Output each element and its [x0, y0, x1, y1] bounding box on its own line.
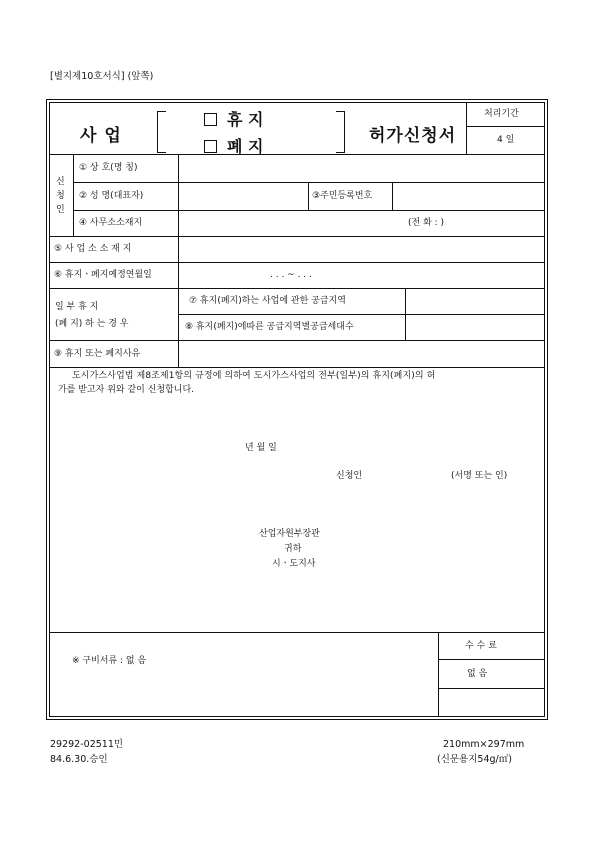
footer-paper-type: (신문용지54g/㎡)	[437, 754, 512, 765]
option-suspend: 휴 지	[204, 107, 263, 130]
partial-label-line2: (폐 지) 하 는 경 우	[55, 319, 129, 329]
footer-approval-date: 84.6.30.승인	[50, 754, 108, 765]
representative-name-field[interactable]	[180, 184, 306, 208]
reason-label: ⑨ 휴지 또는 폐지사유	[54, 349, 141, 359]
office-phone: (전 화 : )	[408, 218, 445, 228]
fee-value: 없 음	[467, 669, 488, 679]
office-location-field[interactable]	[180, 212, 400, 234]
business-site-field[interactable]	[180, 238, 542, 260]
footer-form-code: 29292-02511민	[50, 739, 124, 750]
title-prefix: 사 업	[80, 126, 122, 146]
representative-name-label: ② 성 명(대표자)	[79, 191, 144, 201]
company-name-field[interactable]	[180, 156, 542, 180]
checkbox-suspend[interactable]	[204, 113, 217, 126]
right-bracket	[336, 111, 345, 153]
processing-period-label: 처리기간	[484, 109, 519, 119]
resident-number-label: ③주민등록번호	[312, 191, 373, 201]
form-number-note: [별지제10호서식] (앞쪽)	[50, 71, 154, 82]
option-abolish: 폐 지	[204, 134, 263, 157]
applicant-label-3: 인	[56, 205, 65, 215]
planned-date-label: ⑥ 휴지ㆍ폐지예정연월일	[54, 270, 152, 280]
left-bracket	[157, 111, 166, 153]
footer-paper-size: 210mm×297mm	[443, 739, 525, 750]
checkbox-abolish[interactable]	[204, 140, 217, 153]
processing-period-value: 4 일	[497, 135, 515, 145]
statement-line-2: 가를 받고자 위와 같이 신청합니다.	[58, 385, 195, 395]
supply-area-field[interactable]	[407, 290, 542, 312]
reason-field[interactable]	[180, 342, 542, 365]
business-site-label: ⑤ 사 업 소 소 재 지	[54, 244, 132, 254]
required-documents: ※ 구비서류 : 없 음	[72, 656, 147, 666]
application-date: 년 월 일	[245, 443, 277, 453]
statement-line-1: 도시가스사업법 제8조제1항의 규정에 의하여 도시가스사업의 전부(일부)의 휴지(폐지)의 허	[72, 371, 436, 381]
addressee-honorific: 귀하	[284, 544, 302, 554]
addressee-minister: 산업자원부장관	[259, 529, 320, 539]
signature-placeholder[interactable]: (서명 또는 인)	[451, 471, 508, 481]
planned-date-range[interactable]: . . . ~ . . .	[270, 270, 312, 280]
supply-area-label: ⑦ 휴지(폐지)하는 사업에 관한 공급지역	[189, 296, 346, 306]
household-count-field[interactable]	[407, 316, 542, 338]
office-location-label: ④ 사무소소재지	[79, 218, 143, 228]
applicant-sign-label: 신청인	[336, 471, 363, 481]
applicant-label-1: 신	[56, 177, 65, 187]
fee-label: 수 수 료	[465, 641, 497, 651]
title-suffix: 허가신청서	[369, 126, 457, 146]
applicant-label-2: 청	[56, 191, 65, 201]
resident-number-field[interactable]	[394, 184, 542, 208]
company-name-label: ① 상 호(명 칭)	[79, 163, 138, 173]
household-count-label: ⑧ 휴지(폐지)에따른 공급지역별공급세대수	[185, 322, 354, 332]
addressee-governor: 시ㆍ도지사	[272, 559, 316, 569]
partial-label-line1: 일 부 휴 지	[55, 302, 99, 312]
